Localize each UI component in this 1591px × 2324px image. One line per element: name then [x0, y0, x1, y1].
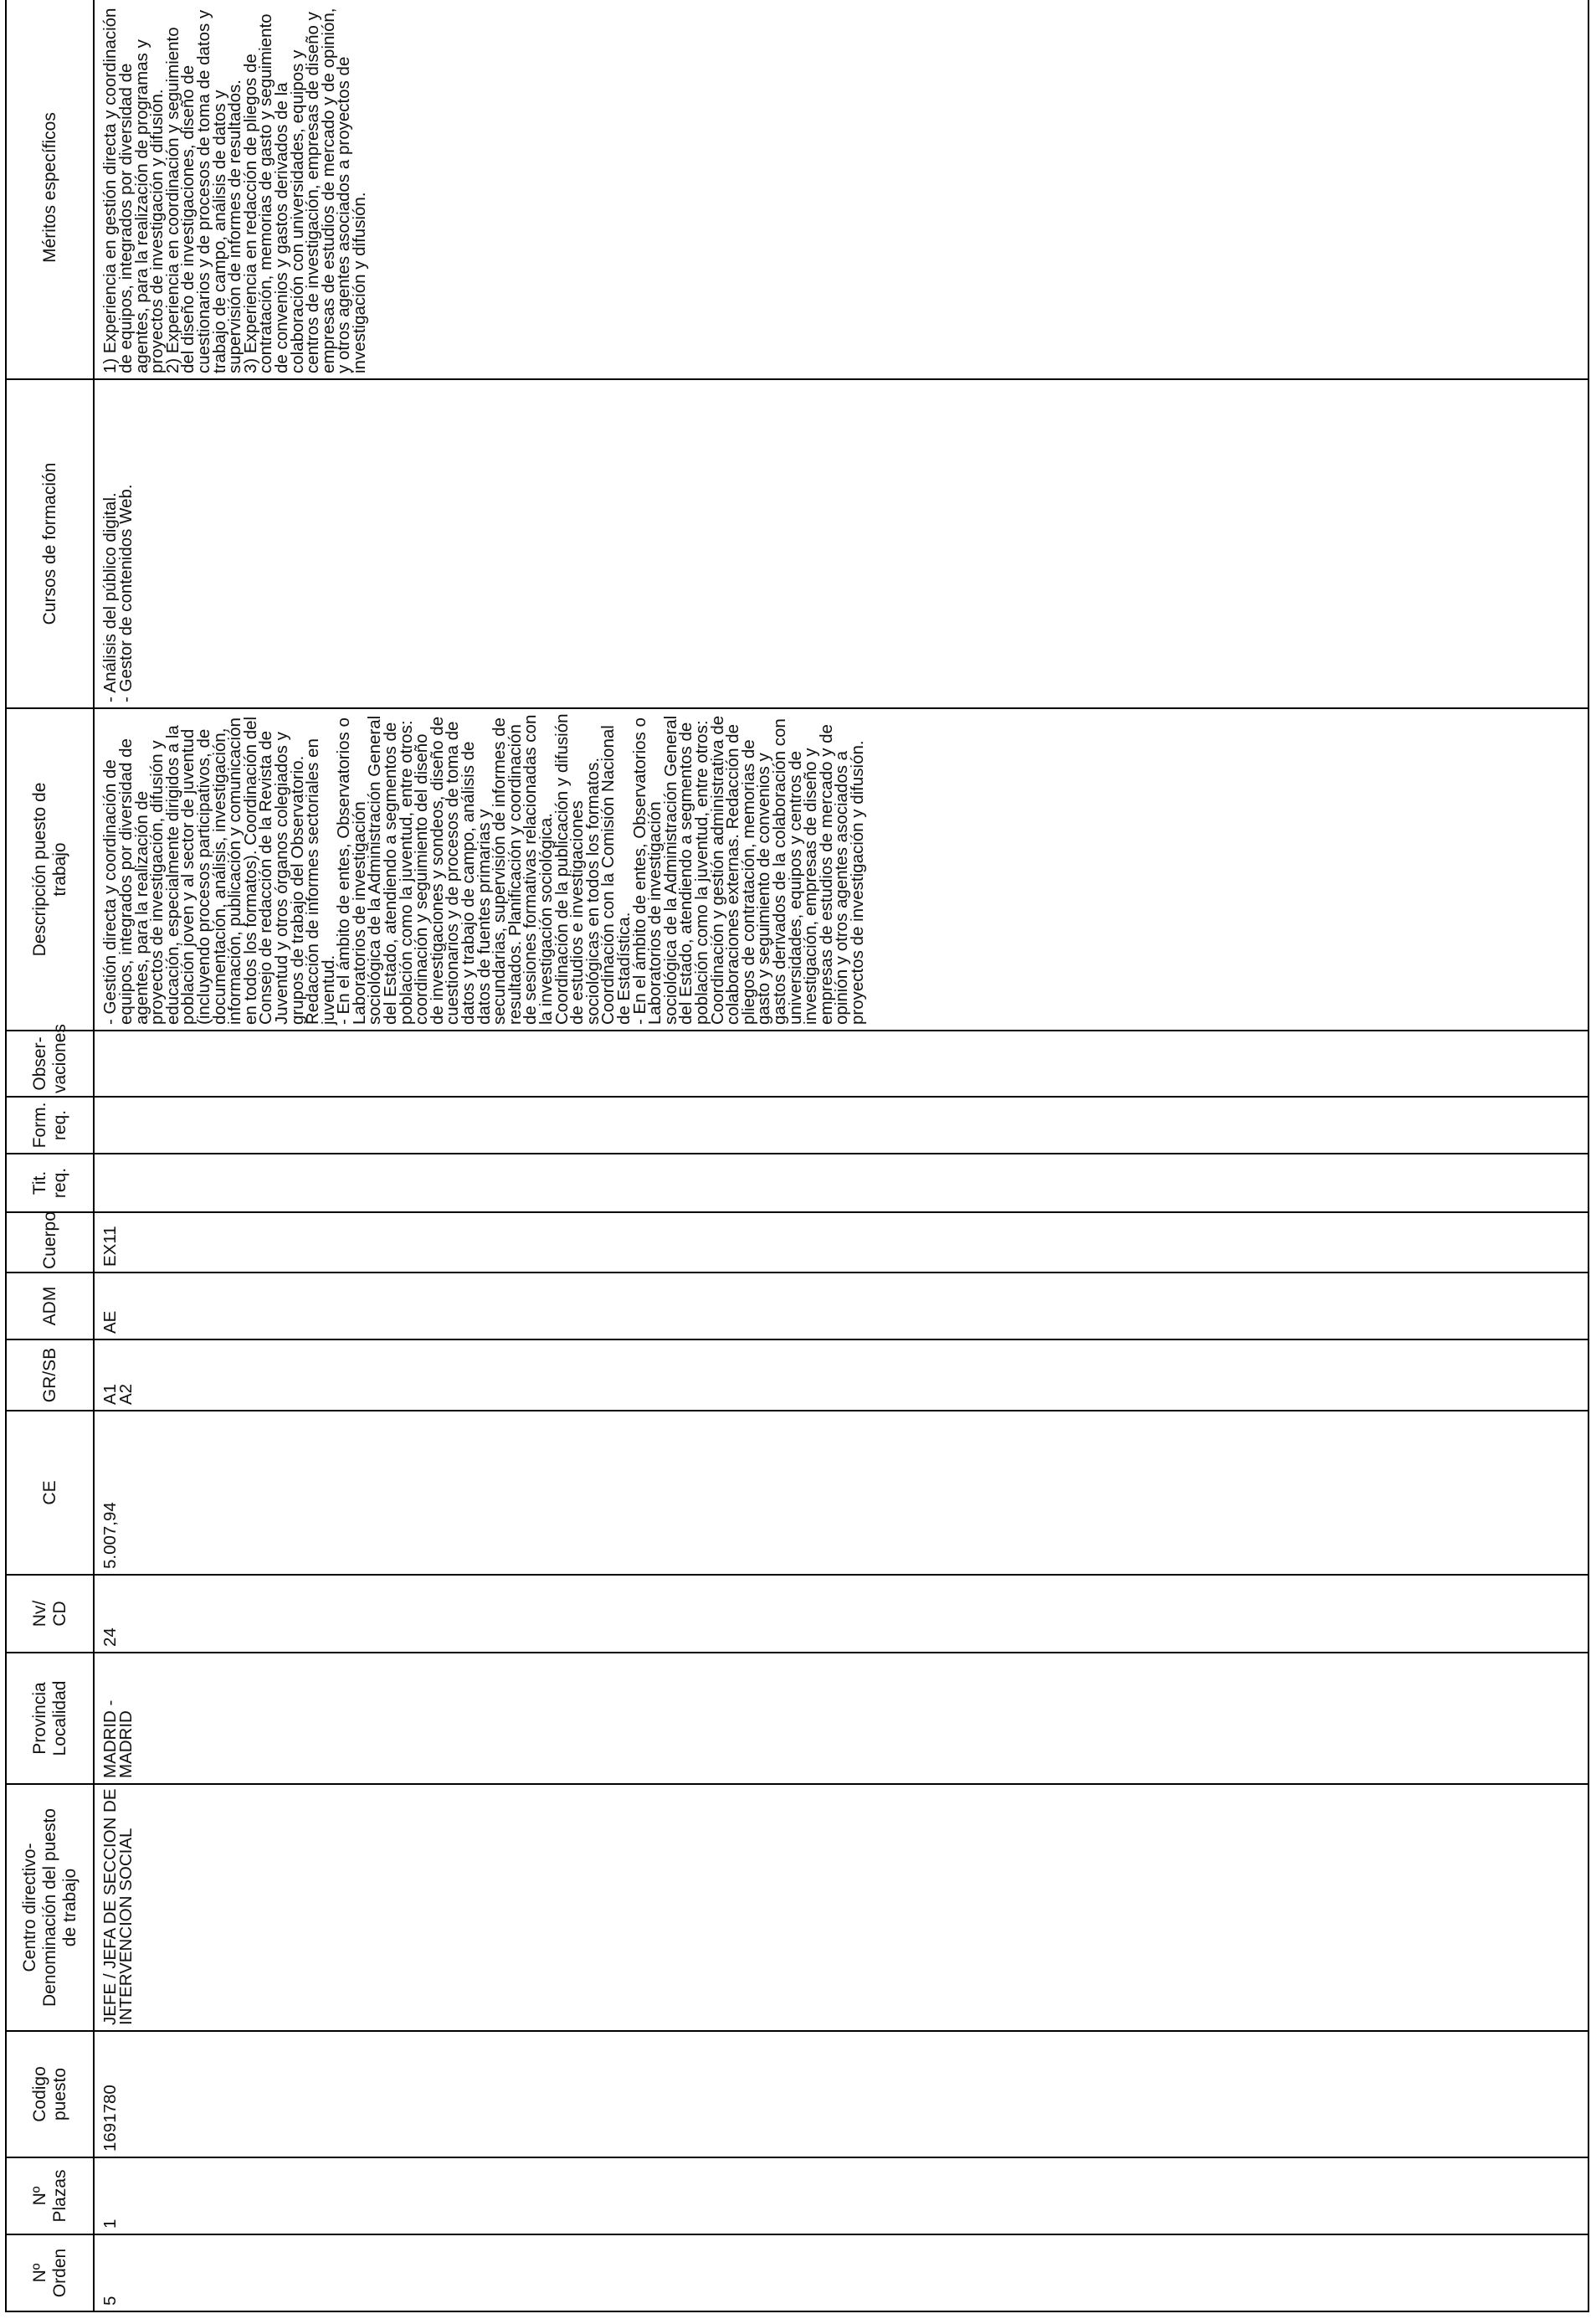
cell-ce: 5.007,94 [94, 1411, 1588, 1575]
header-meritos: Méritos específicos [6, 0, 94, 379]
cell-codigo: 1691780 [94, 2031, 1588, 2157]
header-descripcion: Descripción puesto de trabajo [6, 708, 94, 1031]
header-observaciones: Obser- vaciones [6, 1031, 94, 1097]
table-row [94, 0, 1588, 2311]
cell-observaciones [94, 1031, 1588, 1097]
cell-provincia: MADRID - MADRID [94, 1653, 1588, 1784]
cell-cuerpo: EX11 [94, 1212, 1588, 1273]
cell-titulacion [94, 1154, 1588, 1212]
cell-grupo: A1 A2 [94, 1339, 1588, 1411]
header-adm: ADM [6, 1273, 94, 1339]
cell-formacion [94, 1097, 1588, 1154]
cell-descripcion: - Gestión directa y coordinación de equipos, integrados por diversidad de agentes, para la realización de proyectos de investigación, difusión y educación, especialmente dirigidos a la población joven y al sector de juventud (incluyendo procesos participativos, de documentación, análisis, investigación, información, publicación y comunicación en todos los formatos). Coordinación del Consejo de redacción de la Revista de Juventud y otros órganos colegiados y grupos de trabajo del Observatorio. Redacción de informes sectoriales en juventud. - En el ámbito de entes, Observatorios o Laboratorios de investigación sociológica de la Administración General del Estado, atendiendo a segmentos de población como la juventud, entre otros: coordinación y seguimiento del diseño de investigaciones y sondeos, diseño de cuestionarios y de procesos de toma de datos y trabajo de campo, análisis de datos de fuentes primarias y secundarias, supervisión de informes de resultados. Planificación y coordinación de sesiones formativas relacionadas con la investigación sociológica. Coordinación de la publicación y difusión de estudios e investigaciones sociológicas en todos los formatos. Coordinación con la Comisión Nacional de Estadística. - En el ámbito de entes, Observatorios o Laboratorios de investigación sociológica de la Administración General del Estado, atendiendo a segmentos de población como la juventud, entre otros: Coordinación y gestión administrativa de colaboraciones externas. Redacción de pliegos de contratación, memorias de gasto y seguimiento de convenios y gastos derivados de la colaboración con universidades, equipos y centros de investigación, empresas de diseño y empresas de estudios de mercado y de opinión y otros agentes asociados a proyectos de investigación y difusión. [94, 708, 1588, 1031]
cell-adm: AE [94, 1273, 1588, 1339]
header-plazas: Nº Plazas [6, 2157, 94, 2234]
header-grupo: GR/SB [6, 1339, 94, 1411]
cell-centro: JEFE / JEFA DE SECCION DE INTERVENCION SOCIAL [94, 1784, 1588, 2031]
header-orden: Nº Orden [6, 2234, 94, 2311]
cell-nivel: 24 [94, 1575, 1588, 1653]
header-centro: Centro directivo- Denominación del puesto de trabajo [6, 1784, 94, 2031]
header-cuerpo: Cuerpo [6, 1212, 94, 1273]
cell-meritos: 1) Experiencia en gestión directa y coordinación de equipos, integrados por diversidad de agentes, para la realización de programas y proyectos de investigación y difusión. 2) Experiencia en coordinación y seguimiento del diseño de investigaciones, diseño de cuestionarios y de procesos de toma de datos y trabajo de campo, análisis de datos y supervisión de informes de resultados. 3) Experiencia en redacción de pliegos de contratación, memorias de gasto y seguimiento de convenios y gastos derivados de la colaboración con universidades, equipos y centros de investigación, empresas de diseño y empresas de estudios de mercado y de opinión, y otros agentes asociados a proyectos de investigación y difusión. [94, 0, 1588, 379]
header-formacion: Form. req. [6, 1097, 94, 1154]
cell-orden: 5 [94, 2234, 1588, 2311]
header-titulacion: Tit. req. [6, 1154, 94, 1212]
header-codigo: Codigo puesto [6, 2031, 94, 2157]
header-ce: CE [6, 1411, 94, 1575]
job-positions-table [5, 0, 1589, 2312]
header-row [6, 0, 94, 2311]
header-nivel: Nv/ CD [6, 1575, 94, 1653]
cell-plazas: 1 [94, 2157, 1588, 2234]
header-cursos: Cursos de formación [6, 379, 94, 708]
cell-cursos: - Análisis del público digital. - Gestor de contenidos Web. [94, 379, 1588, 708]
header-provincia: Provincia Localidad [6, 1653, 94, 1784]
